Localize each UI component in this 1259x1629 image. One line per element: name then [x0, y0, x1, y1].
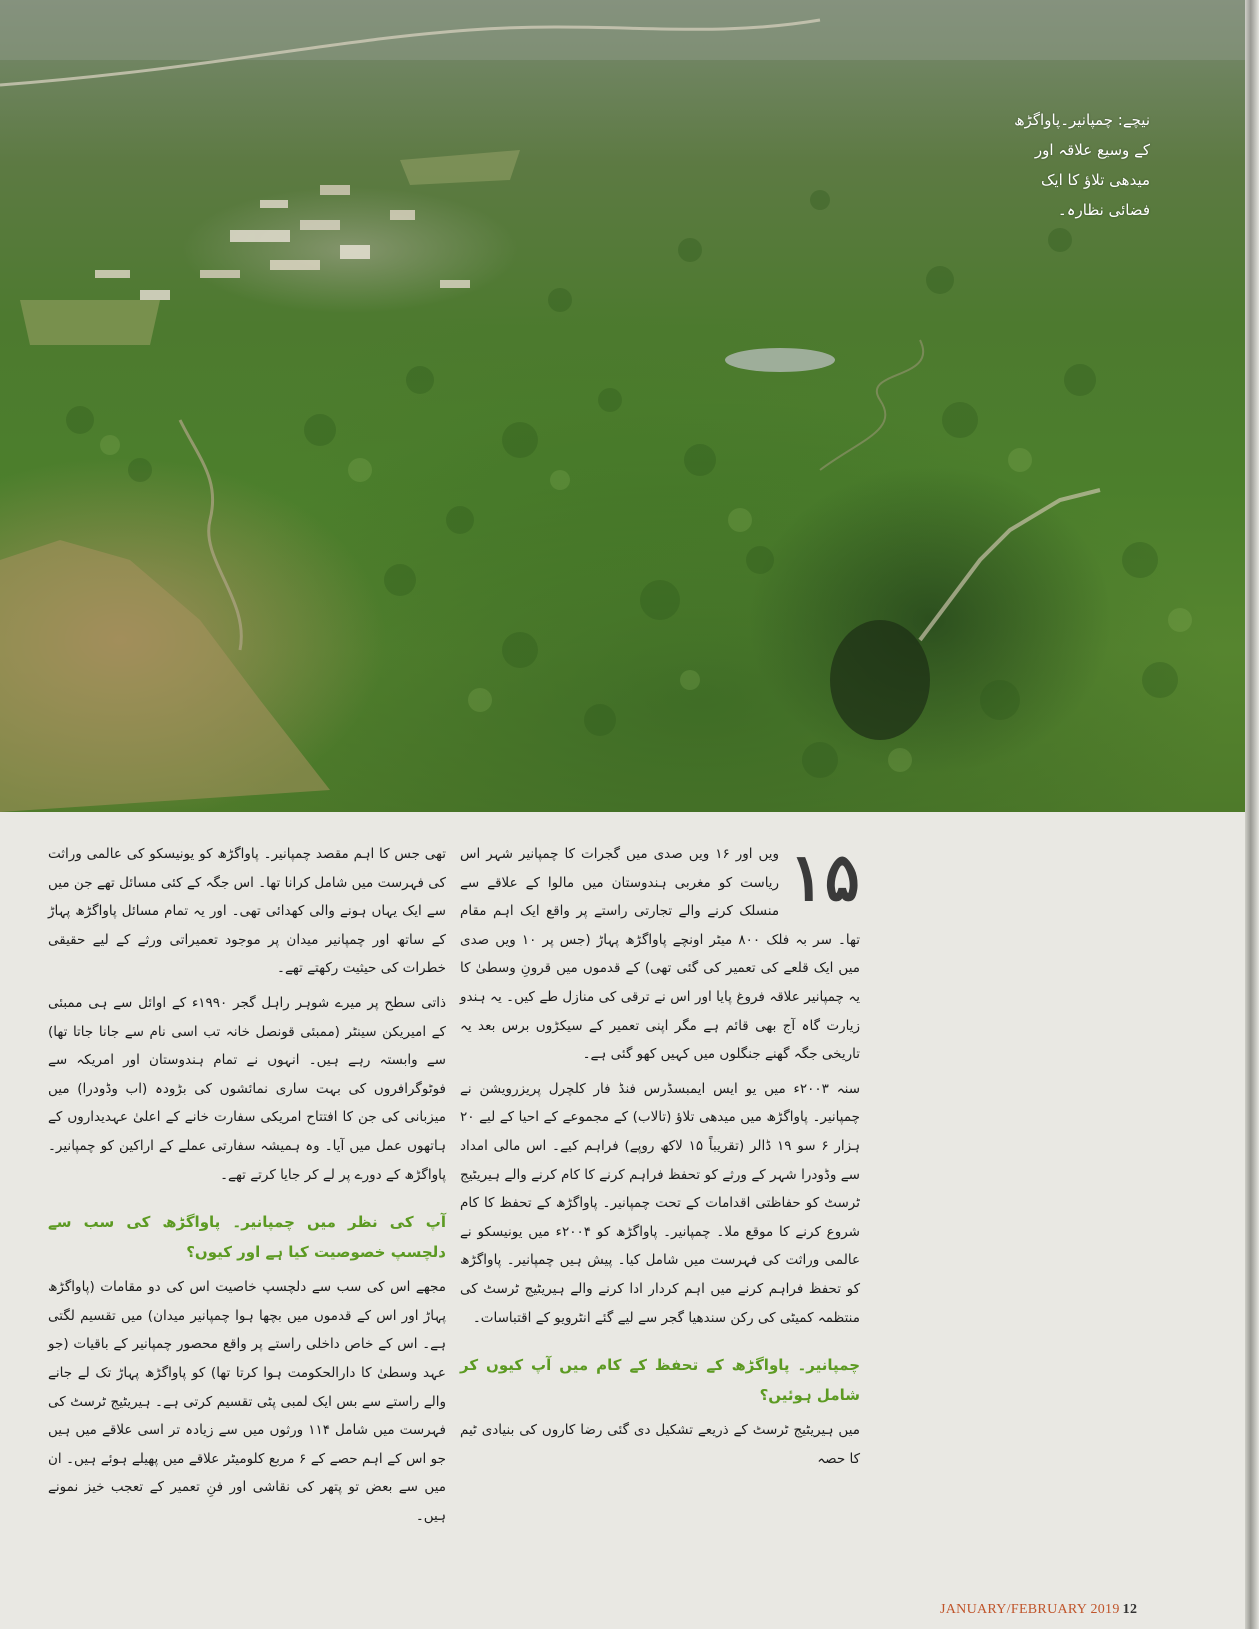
article-paragraph: سنہ ۲۰۰۳ء میں یو ایس ایمبسڈرس فنڈ فار کلچرل پریزرویشن نے چمپانیر۔ پاواگڑھ میں میدھی تلاؤ (تالاب) کے مجموعے کے احیا کے لیے ۲۰ ہزار ۶ سو ۱۹ ڈالر (تقریباً ۱۵ لاکھ روپے) فراہم کیے۔ اس مالی امداد سے وڈودرا شہر کے ورثے کو تحفظ فراہم کرنے کا کام کرنے والے ہیریٹیج ٹرسٹ کو حفاظتی اقدامات کے تحت چمپانیر۔ پاواگڑھ کے تحفظ کا کام شروع کرنے کا موقع ملا۔ چمپانیر۔ پاواگڑھ کو ۲۰۰۴ء میں یونیسکو نے عالمی وراثت کی فہرست میں شامل کیا۔ پیش ہیں چمپانیر۔ پاواگڑھ کو تحفظ فراہم کرنے میں اہم کردار ادا کرنے والے ہیریٹیج ٹرسٹ کی منتظمہ کمیٹی کی رکن سندھیا گجر سے لیے گئے انٹرویو کے اقتباسات۔	[460, 1080, 861, 1326]
issue-date: JANUARY/FEBRUARY 2019	[940, 1602, 1120, 1617]
article-paragraph: تھی جس کا اہم مقصد چمپانیر۔ پاواگڑھ کو یونیسکو کی عالمی وراثت کی فہرست میں شامل کرانا تھا۔ اس جگہ کے کئی مسائل تھے جن میں سے ایک یہاں ہونے والی کھدائی تھی۔ اور یہ تمام مسائل پاواگڑھ پہاڑ کے ساتھ اور چمپانیر میدان پر موجود تعمیراتی ورثے کے لیے حقیقی خطرات کی حیثیت رکھتے تھے۔	[48, 846, 446, 977]
dropcap-numeral: ۱۵	[789, 838, 860, 916]
interview-answer: مجھے اس کی سب سے دلچسپ خاصیت اس کی دو مقامات (پاواگڑھ پہاڑ اور اس کے قدموں میں بچھا ہوا چمپانیر میدان) میں تقسیم لگتی ہے۔ اس کے خاص داخلی راستے پر واقع محصور چمپانیر کے باقیات (جو عہد وسطیٰ کا دارالحکومت ہوا کرتا تھا) کو پاواگڑھ پہاڑ تک لے جانے والے راستے سے بس ایک لمبی پٹی تقسیم کرتی ہے۔ ہیریٹیج ٹرسٹ کی فہرست میں شامل ۱۱۴ ورثوں میں سے زیادہ تر اسی علاقے میں ہیں جو اس کے اہم حصے کے ۶ مربع کلومیٹر علاقے میں پھیلے ہوئے ہیں۔ ان میں سے بعض تو پتھر کی نقاشی اور فنِ تعمیر کے تعجب خیز نمونے ہیں۔	[48, 1279, 446, 1524]
article-left-column	[48, 840, 446, 1536]
article-paragraph: ذاتی سطح پر میرے شوہر راہل گجر ۱۹۹۰ء کے اوائل سے ہی ممبئی کے امیریکن سینٹر (ممبئی قونصل خانہ تب اسی نام سے جانا جاتا تھا) سے وابستہ رہے ہیں۔ انہوں نے تمام ہندوستان اور امریکہ سے فوٹوگرافروں کی بہت ساری نمائشوں کی بڑودہ (اب وڈودرا) میں میزبانی کی جن کا افتتاح امریکی سفارت خانے کے اعلیٰ عہدیداروں کے ہاتھوں عمل میں آیا۔ وہ ہمیشہ سفارتی عملے کے اراکین کو چمپانیر۔ پاواگڑھ کے دورے پر لے کر جایا کرتے تھے۔	[48, 994, 446, 1183]
photo-caption-line: میدھی تلاؤ کا ایک	[1041, 171, 1150, 189]
photo-caption-line: کے وسیع علاقہ اور	[1034, 141, 1150, 159]
page-binding-edge	[1245, 0, 1259, 1629]
town-cluster	[95, 185, 470, 300]
photo-caption-line: نیچے: چمپانیر۔پاواگڑھ	[1014, 111, 1150, 129]
interview-question-heading: آپ کی نظر میں چمپانیر۔ پاواگڑھ کی سب سے دلچسپ خصوصیت کیا ہے اور کیوں؟	[48, 1213, 446, 1262]
article-paragraph: ویں اور ۱۶ ویں صدی میں گجرات کا چمپانیر شہر اس ریاست کو مغربی ہندوستان میں مالوا کے علاقے سے منسلک کرنے والے تجارتی راستے پر واقع ایک اہم مقام تھا۔ سر بہ فلک ۸۰۰ میٹر اونچے پاواگڑھ پہاڑ (جس پر ۱۰ ویں صدی میں ایک قلعے کی تعمیر کی گئی تھی) کے قدموں میں قرونِ وسطیٰ کا یہ چمپانیر علاقہ فروغ پایا اور اس نے ترقی کی منازل طے کیں۔ یہ ہندو زیارت گاہ آج بھی قائم ہے مگر اپنی تعمیر کے سیکڑوں برس بعد یہ تاریخی جگہ گھنے جنگلوں میں کہیں کھو گئی ہے۔	[460, 846, 860, 1063]
interview-question-heading: چمپانیر۔ پاواگڑھ کے تحفظ کے کام میں آپ کیوں کر شامل ہوئیں؟	[460, 1356, 860, 1405]
lake-shape	[725, 348, 835, 372]
page-footer	[940, 1602, 1137, 1618]
aerial-photo	[0, 0, 1245, 812]
interview-answer: میں ہیریٹیج ٹرسٹ کے ذریعے تشکیل دی گئی رضا کاروں کی بنیادی ٹیم کا حصہ	[460, 1422, 860, 1467]
page-number: 12	[1122, 1602, 1138, 1617]
photo-caption-line: فضائی نظارہ۔	[1057, 201, 1150, 219]
photo-caption	[950, 105, 1150, 225]
article-right-column	[460, 840, 860, 1479]
